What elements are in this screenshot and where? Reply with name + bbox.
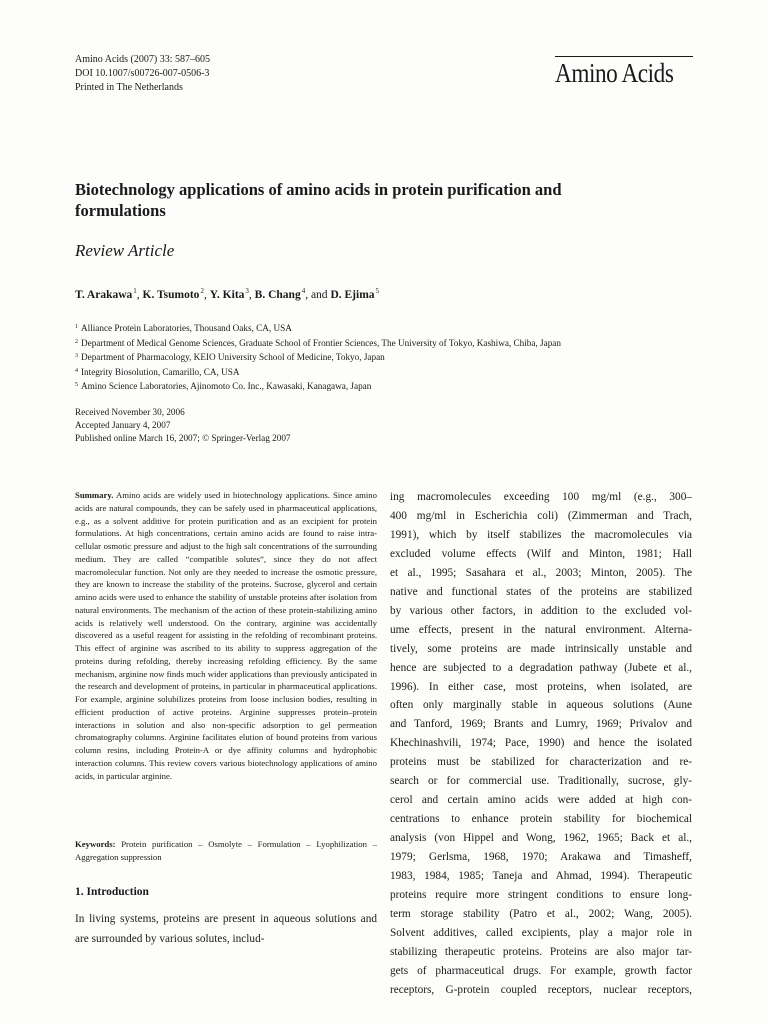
summary-label: Summary. (75, 490, 114, 500)
author-separator: , (248, 289, 255, 301)
author-name: Y. Kita (209, 289, 245, 301)
author-separator: , (203, 289, 210, 301)
author-name: T. Arakawa (75, 289, 133, 301)
text-line: and Tanford, 1969; Brants and Lumry, 1969; Privalov and (390, 718, 692, 731)
text-line: term storage stability (Patro et al., 2002; Wang, 2005). (390, 907, 692, 920)
author-separator: , and (305, 289, 331, 301)
text-line: often only marginally stable in aqueous solutions (Aune (390, 699, 692, 712)
text-line: by various other factors, in addition to the excluded vol- (390, 604, 692, 617)
affiliation-number: 5 (75, 382, 78, 388)
affiliation (75, 350, 561, 365)
text-line: 1983, 1984, 1985; Taneja and Ahmad, 1994). Therapeutic (390, 870, 692, 883)
text-line: 1991), which by itself stabilizes the macromolecules via (390, 528, 692, 541)
text-line: search or for commercial use. Traditionally, sucrose, gly- (390, 775, 692, 788)
keywords-label: Keywords: (75, 839, 116, 849)
text-line: 400 mg/ml in Escherichia coli) (Zimmerman and Trach, (390, 509, 692, 522)
published-date: Published online March 16, 2007; © Springer-Verlag 2007 (75, 433, 291, 443)
text-line: hence are subjected to a degradation pathway (Jubete et al., (390, 661, 692, 674)
text-line: 1996). In either case, most proteins, when isolated, are (390, 680, 692, 693)
doi: DOI 10.1007/s00726-007-0506-3 (75, 68, 210, 79)
text-line: native and functional states of the proteins are stabilized (390, 585, 692, 598)
text-line: 1979; Gerlsma, 1968, 1970; Arakawa and Timasheff, (390, 851, 692, 864)
text-line: ume effects, present in the natural environment. Alterna- (390, 623, 692, 636)
affiliation-number: 4 (75, 367, 78, 374)
citation: Amino Acids (2007) 33: 587–605 (75, 54, 210, 65)
text-line: proteins must be stabilized for characterization and re- (390, 756, 692, 769)
affiliation-text: Department of Medical Genome Sciences, Graduate School of Frontier Sciences, The University of Tokyo, Kashiwa, Chiba, Japan (81, 337, 561, 348)
summary-text: Amino acids are widely used in biotechnology applications. Since amino acids are natural compounds, they can be safely used in pharmaceutical applications, e.g., as a solvent additive for protein purification and as an excipient for protein formulations. At high concentrations, certain amino acids are found to raise intra-cellular osmotic pressure and adjust to the high salt concentrations of the surrounding medium. They are called “compatible solutes”, since they do not affect macromolecular function. Not only are they needed to increase the osmotic pressure, they are known to increase the stability of the proteins. Sucrose, glycerol and certain amino acids were used to enhance the stability of unstable proteins after isolation from natural environments. The mechanism of the action of these protein-stabilizing amino acids is relatively well understood. On the contrary, arginine was accidentally discovered as a useful reagent for assisting in the refolding of recombinant proteins. This effect of arginine was ascribed to its ability to suppress aggregation of the proteins during refolding, thereby increasing refolding efficiency. By the same mechanism, arginine now finds much wider applications than previously anticipated in the research and development of proteins, in particular in pharmaceutical applications. For example, arginine solubilizes proteins from loose inclusion bodies, resulting in efficient production of active proteins. Arginine suppresses protein–protein interactions in solution and also non-specific adsorption to gel permeation chromatography columns. Arginine facilitates elution of bound proteins from various column resins, including Protein-A or dye affinity columns and hydrophobic interaction columns. This review covers various biotechnology applications of amino acids, in particular arginine. (75, 490, 377, 781)
keywords-text: Protein purification – Osmolyte – Formulation – Lyophilization – Aggregation suppression (75, 839, 377, 862)
affiliation (75, 336, 561, 351)
author-affil-ref: 5 (375, 287, 380, 295)
text-line: Solvent additives, called excipients, play a major role in (390, 926, 692, 939)
author-name: D. Ejima (330, 289, 375, 301)
affiliation-text: Alliance Protein Laboratories, Thousand Oaks, CA, USA (81, 323, 292, 333)
text-line: tively, some proteins are made intrinsically unstable and (390, 642, 692, 655)
author-affil-ref: 3 (245, 287, 249, 295)
author-affil-ref: 1 (133, 287, 137, 295)
header-rule (555, 56, 693, 57)
text-line: et al., 1995; Sasahara et al., 2003; Minton, 2005). The (390, 566, 692, 579)
author-affil-ref: 4 (301, 287, 306, 295)
author-name: K. Tsumoto (142, 289, 200, 301)
affiliation-text: Amino Science Laboratories, Ajinomoto Co. Inc., Kawasaki, Kanagawa, Japan (81, 381, 372, 391)
affiliation-text: Department of Pharmacology, KEIO University School of Medicine, Tokyo, Japan (81, 352, 385, 362)
text-line: cerol and certain amino acids were added at high con- (390, 794, 692, 807)
keywords (75, 838, 377, 864)
text-line: gets of pharmaceutical drugs. For example, growth factor (390, 964, 692, 977)
printed-location: Printed in The Netherlands (75, 82, 183, 93)
text-line: analysis (von Hippel and Wong, 1962, 1965; Back et al., (390, 832, 692, 845)
author-affil-ref: 2 (200, 287, 204, 295)
intro-paragraph-left: In living systems, proteins are present in aqueous solutions and are surrounded by various solutes, includ- (75, 913, 377, 945)
text-line: stabilizing therapeutic proteins. Proteins are also major tar- (390, 945, 692, 958)
received-date: Received November 30, 2006 (75, 407, 185, 417)
affiliation-number: 2 (75, 338, 78, 345)
affiliation (75, 321, 561, 336)
article-title: Biotechnology applications of amino acids in protein purification and formulations (75, 180, 562, 220)
accepted-date: Accepted January 4, 2007 (75, 420, 171, 430)
citation-block (75, 53, 210, 95)
affiliation-number: 1 (75, 324, 78, 330)
text-line: receptors, G-protein coupled receptors, nuclear receptors, (390, 983, 692, 996)
affiliation (75, 379, 561, 394)
article-type: Review Article (75, 241, 175, 260)
intro-paragraph-right (390, 488, 692, 1000)
affiliation-text: Integrity Biosolution, Camarillo, CA, USA (81, 366, 240, 377)
author-separator: , (136, 289, 143, 301)
journal-title: Amino Acids (555, 58, 674, 88)
text-line: Khechinashvili, 1974; Pace, 1990) and hence the isolated (390, 737, 692, 750)
date-block (75, 406, 291, 445)
affiliation (75, 365, 561, 380)
summary-abstract (75, 489, 377, 782)
text-line: centrations to enhance protein stability for biochemical (390, 813, 692, 826)
affiliation-number: 3 (75, 353, 78, 359)
text-line: excluded volume effects (Wilf and Minton, 1981; Hall (390, 547, 692, 560)
text-line: ing macromolecules exceeding 100 mg/ml (e.g., 300– (390, 491, 692, 503)
author-name: B. Chang (254, 289, 301, 301)
section-heading: 1. Introduction (75, 886, 149, 898)
affiliation-list (75, 321, 561, 394)
author-list (75, 287, 379, 301)
text-line: proteins require more stringent conditions to ensure long- (390, 889, 692, 902)
